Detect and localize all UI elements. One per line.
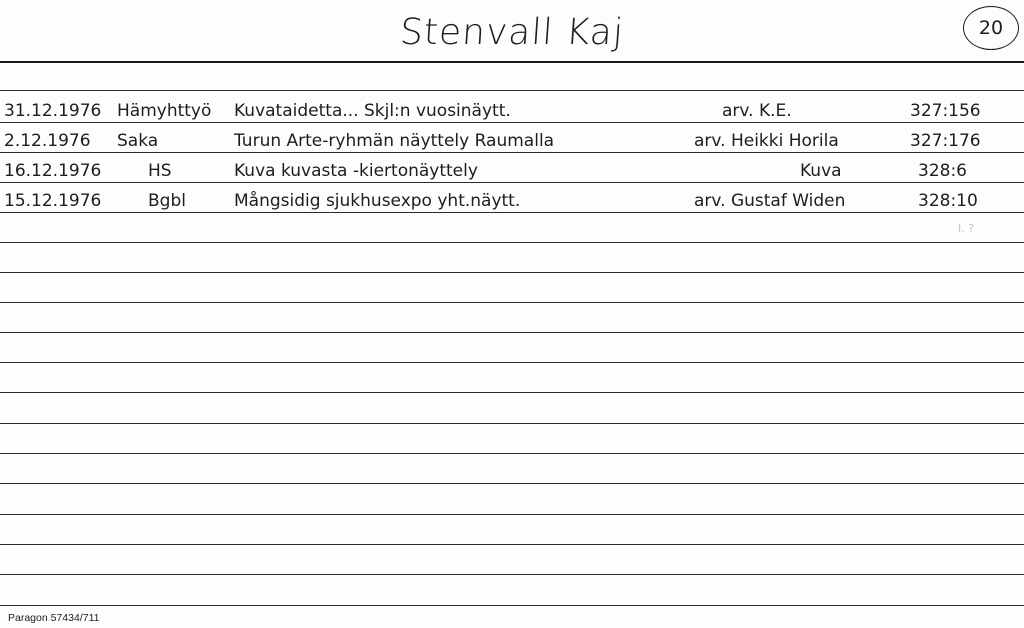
ruled-line	[0, 332, 1024, 333]
entry-note: arv. Heikki Horila	[694, 131, 839, 151]
ruled-line	[0, 302, 1024, 303]
ruled-line	[0, 362, 1024, 363]
entry-date: 31.12.1976	[4, 101, 102, 121]
entry-date: 15.12.1976	[4, 191, 102, 211]
ruled-line	[0, 152, 1024, 153]
ruled-line	[0, 61, 1024, 63]
ruled-line	[0, 272, 1024, 273]
entry-description: Mångsidig sjukhusexpo yht.näytt.	[234, 191, 521, 211]
ruled-line	[0, 392, 1024, 393]
ruled-line	[0, 544, 1024, 545]
entry-source: Bgbl	[148, 191, 186, 211]
entry-note: Kuva	[800, 161, 842, 181]
entry-source: Saka	[117, 131, 159, 151]
entry-description: Turun Arte-ryhmän näyttely Raumalla	[234, 131, 555, 151]
card-number-badge: 20	[963, 6, 1019, 50]
entry-source: Hämyhttyö	[117, 101, 212, 121]
entry-description: Kuvataidetta... Skjl:n vuosinäytt.	[234, 101, 511, 121]
ruled-line	[0, 483, 1024, 484]
entry-date: 16.12.1976	[4, 161, 102, 181]
ruled-line	[0, 514, 1024, 515]
entry-row	[0, 125, 1024, 151]
ruled-line	[0, 182, 1024, 183]
ruled-line	[0, 574, 1024, 575]
ruled-line	[0, 605, 1024, 606]
entry-ref: 327:156	[910, 101, 981, 121]
card-title: Stenvall Kaj	[398, 12, 626, 53]
entry-source: HS	[148, 161, 172, 181]
entry-row	[0, 95, 1024, 121]
card-footer-code: Paragon 57434/711	[8, 612, 100, 624]
ruled-line	[0, 453, 1024, 454]
entry-date: 2.12.1976	[4, 131, 91, 151]
ruled-line	[0, 90, 1024, 91]
entry-ref: 327:176	[910, 131, 981, 151]
entry-row	[0, 185, 1024, 211]
faint-pencil-mark: I. ?	[958, 222, 975, 235]
ruled-line	[0, 212, 1024, 213]
entry-note: arv. Gustaf Widen	[694, 191, 846, 211]
ruled-line	[0, 122, 1024, 123]
entry-ref: 328:10	[918, 191, 978, 211]
ruled-line	[0, 423, 1024, 424]
entry-description: Kuva kuvasta -kiertonäyttely	[234, 161, 478, 181]
entry-note: arv. K.E.	[722, 101, 792, 121]
entry-ref: 328:6	[918, 161, 967, 181]
ruled-line	[0, 242, 1024, 243]
entry-row	[0, 155, 1024, 181]
